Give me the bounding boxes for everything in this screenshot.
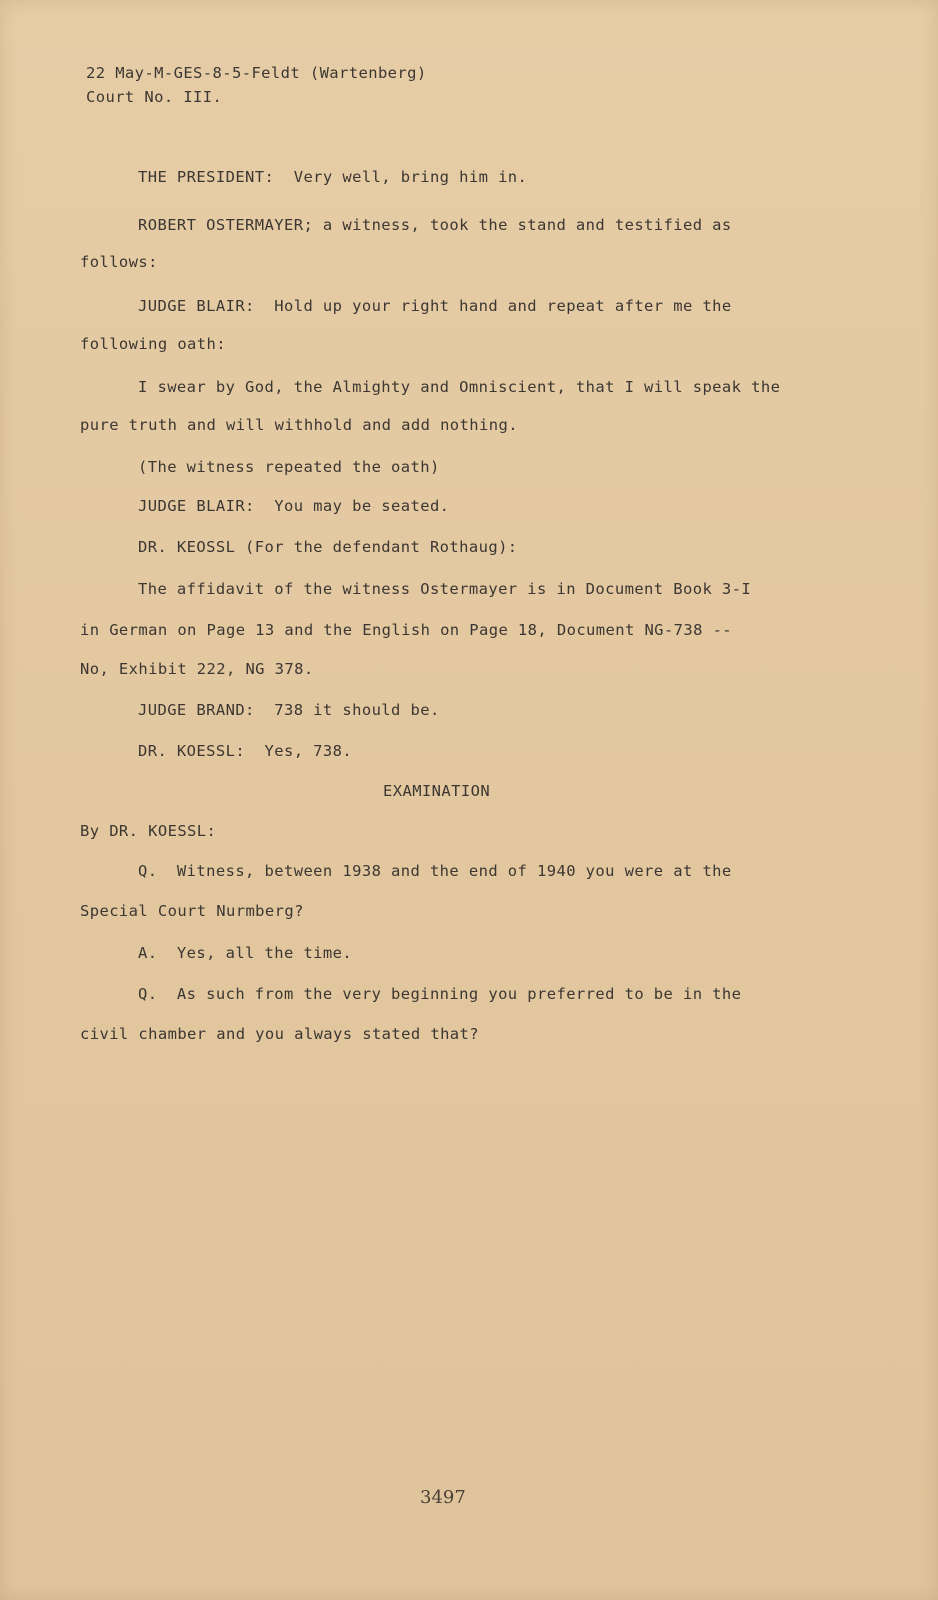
text-line: DR. KEOSSL (For the defendant Rothaug): — [138, 538, 518, 556]
text-line: JUDGE BRAND: 738 it should be. — [138, 701, 440, 719]
text-line: The affidavit of the witness Ostermayer is in Document Book 3-I — [138, 580, 752, 598]
text-line: JUDGE BLAIR: Hold up your right hand and repeat after me the — [138, 297, 732, 315]
text-line: pure truth and will withhold and add nothing. — [80, 416, 518, 434]
text-line: No, Exhibit 222, NG 378. — [80, 660, 314, 678]
text-line: follows: — [80, 253, 158, 271]
text-line: in German on Page 13 and the English on Page 18, Document NG-738 -- — [80, 621, 733, 639]
header-docket: 22 May-M-GES-8-5-Feldt (Wartenberg) — [86, 64, 427, 82]
text-line: Special Court Nurmberg? — [80, 902, 304, 920]
text-line: Q. Witness, between 1938 and the end of 1940 you were at the — [138, 862, 732, 880]
text-line: A. Yes, all the time. — [138, 944, 353, 962]
header-court: Court No. III. — [86, 88, 223, 106]
text-line: Q. As such from the very beginning you preferred to be in the — [138, 985, 742, 1003]
text-line: (The witness repeated the oath) — [138, 458, 440, 476]
section-heading: EXAMINATION — [383, 782, 491, 800]
text-line: THE PRESIDENT: Very well, bring him in. — [138, 168, 528, 186]
text-line: civil chamber and you always stated that? — [80, 1025, 480, 1043]
text-line: I swear by God, the Almighty and Omniscient, that I will speak the — [138, 378, 781, 396]
text-line: DR. KOESSL: Yes, 738. — [138, 742, 353, 760]
page-number: 3497 — [420, 1487, 466, 1508]
text-line: ROBERT OSTERMAYER; a witness, took the stand and testified as — [138, 216, 732, 234]
text-line: JUDGE BLAIR: You may be seated. — [138, 497, 450, 515]
text-line: following oath: — [80, 335, 226, 353]
text-line: By DR. KOESSL: — [80, 822, 217, 840]
